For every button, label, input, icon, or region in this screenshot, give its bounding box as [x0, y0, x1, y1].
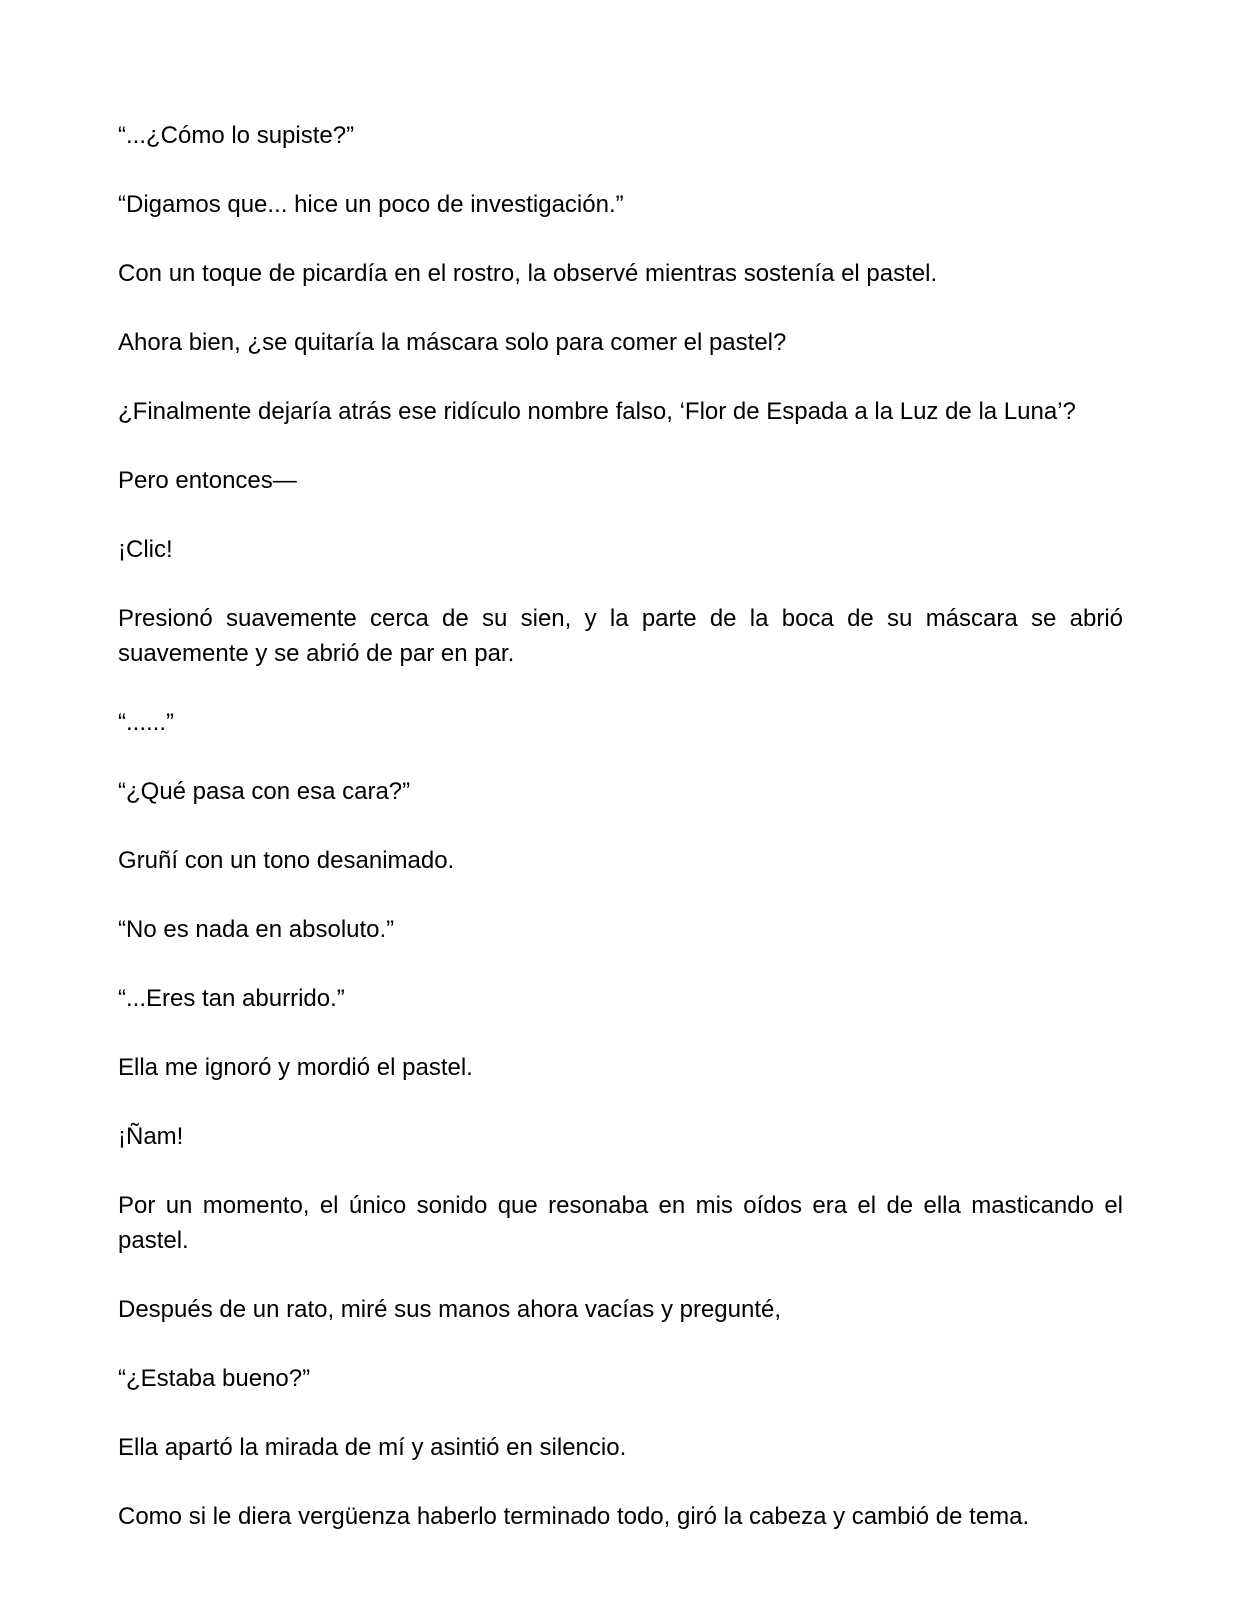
paragraph: Ahora bien, ¿se quitaría la máscara solo para comer el pastel?	[118, 329, 787, 356]
paragraph: ¿Finalmente dejaría atrás ese ridículo nombre falso, ‘Flor de Espada a la Luz de la Luna’?	[118, 398, 1076, 425]
paragraph: Por un momento, el único sonido que resonaba en mis oídos era el de ella masticando el pastel.	[118, 1192, 1123, 1254]
paragraph: ¡Clic!	[118, 536, 173, 563]
paragraph: “...¿Cómo lo supiste?”	[118, 122, 355, 149]
paragraph: Como si le diera vergüenza haberlo terminado todo, giró la cabeza y cambió de tema.	[118, 1503, 1030, 1530]
document-body	[118, 118, 1123, 1568]
paragraph: Ella apartó la mirada de mí y asintió en silencio.	[118, 1434, 627, 1461]
paragraph: “Digamos que... hice un poco de investigación.”	[118, 191, 624, 218]
paragraph: Pero entonces—	[118, 467, 297, 494]
paragraph: ¡Ñam!	[118, 1123, 184, 1150]
paragraph: “...Eres tan aburrido.”	[118, 985, 345, 1012]
paragraph: “......”	[118, 709, 174, 736]
paragraph: Ella me ignoró y mordió el pastel.	[118, 1054, 473, 1081]
paragraph: “¿Estaba bueno?”	[118, 1365, 311, 1392]
paragraph: “¿Qué pasa con esa cara?”	[118, 778, 411, 805]
paragraph: “No es nada en absoluto.”	[118, 916, 395, 943]
paragraph: Después de un rato, miré sus manos ahora vacías y pregunté,	[118, 1296, 782, 1323]
paragraph: Presionó suavemente cerca de su sien, y la parte de la boca de su máscara se abrió suavemente y se abrió de par en par.	[118, 605, 1123, 667]
paragraph: Con un toque de picardía en el rostro, la observé mientras sostenía el pastel.	[118, 260, 938, 287]
paragraph: Gruñí con un tono desanimado.	[118, 847, 455, 874]
